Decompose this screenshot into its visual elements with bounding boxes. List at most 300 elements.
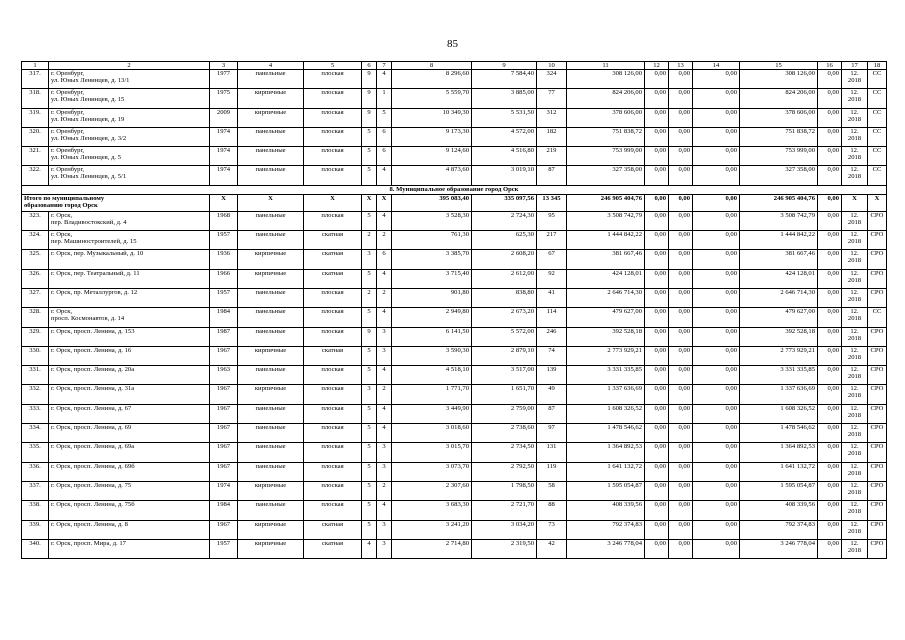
table-cell: 336. [22,462,49,481]
column-number-cell: 18 [868,62,887,70]
table-cell: 319. [22,108,49,127]
table-cell: 1 595 054,87 [567,481,645,500]
table-cell: 0,00 [645,443,669,462]
table-cell: 0,00 [818,89,842,108]
table-cell: 1957 [210,288,238,307]
table-cell: панельные [238,327,304,346]
table-cell: 0,00 [693,308,740,327]
table-cell: 2 [377,231,392,250]
table-cell: СРО [868,327,887,346]
address-cell: г. Орск, пер. Театральный, д. 11 [49,269,210,288]
address-cell: г. Орск, просп. Ленина, д. 69б [49,462,210,481]
table-cell: 2 759,00 [472,404,537,423]
table-cell: 2 714,80 [392,539,472,558]
table-cell: 0,00 [645,539,669,558]
table-cell: 0,00 [818,231,842,250]
section-title-row [22,185,887,194]
total-cell: Х [377,194,392,211]
table-cell: 41 [537,288,567,307]
table-cell: 5 [362,404,377,423]
table-cell: 824 206,00 [567,89,645,108]
table-cell: 408 339,56 [567,501,645,520]
table-cell: 1967 [210,404,238,423]
table-cell: 0,00 [693,108,740,127]
table-row [22,404,887,423]
table-cell: 3 246 778,04 [740,539,818,558]
table-cell: 87 [537,166,567,185]
table-cell: 4 518,10 [392,366,472,385]
column-number-row [22,62,887,70]
table-cell: 3 [362,385,377,404]
table-cell: 0,00 [693,481,740,500]
table-cell: 0,00 [818,327,842,346]
total-cell: 0,00 [818,194,842,211]
table-cell: 4 516,80 [472,147,537,166]
table-cell: СРО [868,231,887,250]
table-cell: 0,00 [693,127,740,146]
table-cell: 3 [362,250,377,269]
table-cell: 1974 [210,166,238,185]
table-cell: кирпичные [238,385,304,404]
table-cell: 5 [362,366,377,385]
table-cell: 1963 [210,366,238,385]
table-cell: 308 126,00 [567,70,645,89]
table-cell: 4 [377,501,392,520]
table-cell: 1984 [210,501,238,520]
table-cell: 0,00 [818,211,842,230]
table-cell: 3 528,30 [392,211,472,230]
table-cell: 0,00 [669,250,693,269]
table-cell: 1967 [210,443,238,462]
table-row [22,166,887,185]
table-cell: панельные [238,231,304,250]
table-cell: 3 [377,539,392,558]
table-cell: 3 [377,327,392,346]
address-cell: г. Орск, пер. Владивостокский, д. 4 [49,211,210,230]
table-cell: 0,00 [818,127,842,146]
table-cell: СРО [868,269,887,288]
table-cell: 317. [22,70,49,89]
table-cell: 87 [537,404,567,423]
table-cell: 1974 [210,481,238,500]
table-cell: плоская [304,404,362,423]
table-cell: 0,00 [669,481,693,500]
table-cell: 2 [362,288,377,307]
table-cell: 1 608 326,52 [740,404,818,423]
table-cell: плоская [304,327,362,346]
column-number-cell: 7 [377,62,392,70]
table-cell: 3 449,90 [392,404,472,423]
table-cell: кирпичные [238,108,304,127]
table-cell: плоская [304,147,362,166]
table-cell: 332. [22,385,49,404]
total-cell: Х [238,194,304,211]
table-row [22,231,887,250]
table-cell: 339. [22,520,49,539]
table-cell: 378 606,00 [740,108,818,127]
table-cell: 2 673,20 [472,308,537,327]
address-cell: г. Орск, пер. Машиностроителей, д. 15 [49,231,210,250]
table-cell: 838,80 [472,288,537,307]
table-cell: 74 [537,346,567,365]
table-cell: 0,00 [693,520,740,539]
table-cell: СС [868,308,887,327]
table-row [22,385,887,404]
table-cell: 0,00 [818,250,842,269]
table-cell: 0,00 [645,147,669,166]
table-cell: 3 246 778,04 [567,539,645,558]
table-cell: 1 444 842,22 [740,231,818,250]
table-cell: СРО [868,539,887,558]
table-cell: 12. 2018 [842,424,868,443]
table-cell: 49 [537,385,567,404]
table-cell: 0,00 [693,250,740,269]
table-cell: 246 [537,327,567,346]
table-cell: 1 337 636,69 [740,385,818,404]
column-number-cell: 13 [669,62,693,70]
table-cell: 1 478 546,62 [740,424,818,443]
table-cell: 0,00 [818,166,842,185]
table-cell: 5 [362,501,377,520]
total-cell: 395 083,40 [392,194,472,211]
table-cell: 0,00 [645,385,669,404]
table-cell: 1966 [210,269,238,288]
table-cell: 334. [22,424,49,443]
table-cell: 381 667,46 [740,250,818,269]
table-cell: 2 319,50 [472,539,537,558]
table-cell: 0,00 [669,404,693,423]
table-cell: 0,00 [669,127,693,146]
table-cell: 0,00 [645,250,669,269]
column-number-cell: 11 [567,62,645,70]
table-cell: СС [868,127,887,146]
table-cell: 0,00 [645,462,669,481]
table-row [22,520,887,539]
table-cell: 1984 [210,308,238,327]
table-cell: 12. 2018 [842,385,868,404]
table-cell: плоская [304,501,362,520]
table-cell: 12. 2018 [842,147,868,166]
table-cell: 323. [22,211,49,230]
table-cell: 119 [537,462,567,481]
table-cell: панельные [238,70,304,89]
table-cell: плоская [304,108,362,127]
table-row [22,250,887,269]
table-cell: 0,00 [693,70,740,89]
table-cell: 2 792,50 [472,462,537,481]
table-cell: 0,00 [669,462,693,481]
table-cell: скатная [304,250,362,269]
total-cell: 246 905 404,76 [740,194,818,211]
address-cell: г. Орск, просп. Ленина, д. 67 [49,404,210,423]
table-cell: 5 [362,443,377,462]
table-cell: 2 721,70 [472,501,537,520]
table-cell: 0,00 [693,231,740,250]
table-cell: 0,00 [818,501,842,520]
table-cell: 1968 [210,211,238,230]
table-cell: 0,00 [693,501,740,520]
table-cell: плоская [304,308,362,327]
table-cell: 327. [22,288,49,307]
table-cell: 3 034,20 [472,520,537,539]
table-cell: 0,00 [693,269,740,288]
table-cell: 378 606,00 [567,108,645,127]
table-cell: 0,00 [645,501,669,520]
address-cell: г. Оренбург, ул. Юных Ленинцев, д. 19 [49,108,210,127]
table-cell: 3 [377,520,392,539]
column-number-cell: 3 [210,62,238,70]
table-cell: 9 [362,108,377,127]
table-cell: панельные [238,366,304,385]
table-cell: 901,80 [392,288,472,307]
table-cell: 0,00 [645,424,669,443]
address-cell: г. Оренбург, ул. Юных Ленинцев, д. 5/1 [49,166,210,185]
table-cell: 5 [362,269,377,288]
table-cell: 3 [377,443,392,462]
table-cell: 338. [22,501,49,520]
table-cell: 2009 [210,108,238,127]
total-cell: Х [842,194,868,211]
table-cell: 7 584,40 [472,70,537,89]
table-cell: 325. [22,250,49,269]
address-cell: г. Оренбург, ул. Юных Ленинцев, д. 13/1 [49,70,210,89]
table-cell: 0,00 [693,288,740,307]
column-number-cell: 6 [362,62,377,70]
table-row [22,366,887,385]
column-number-cell: 8 [392,62,472,70]
table-cell: 331. [22,366,49,385]
table-cell: 12. 2018 [842,211,868,230]
column-number-cell: 16 [818,62,842,70]
table-cell: 2 646 714,30 [567,288,645,307]
table-cell: 4 [377,424,392,443]
table-cell: 12. 2018 [842,327,868,346]
table-row [22,211,887,230]
table-cell: 4 873,60 [392,166,472,185]
table-cell: 308 126,00 [740,70,818,89]
total-cell: 0,00 [669,194,693,211]
table-cell: 3 [377,346,392,365]
table-cell: 0,00 [645,346,669,365]
total-cell: 246 905 404,76 [567,194,645,211]
table-cell: 73 [537,520,567,539]
table-cell: 9 [362,327,377,346]
table-row [22,462,887,481]
table-cell: 12. 2018 [842,231,868,250]
table-row [22,346,887,365]
table-cell: 1967 [210,385,238,404]
table-cell: 0,00 [693,147,740,166]
table-cell: 114 [537,308,567,327]
table-cell: панельные [238,308,304,327]
table-cell: 2 773 929,21 [740,346,818,365]
table-cell: СРО [868,366,887,385]
table-cell: СРО [868,520,887,539]
table-cell: 12. 2018 [842,166,868,185]
table-cell: 0,00 [693,89,740,108]
table-cell: 1 798,50 [472,481,537,500]
table-cell: плоская [304,443,362,462]
table-cell: 0,00 [818,481,842,500]
table-cell: СС [868,108,887,127]
table-cell: 1974 [210,127,238,146]
table-cell: 1957 [210,539,238,558]
table-cell: 0,00 [669,366,693,385]
table-cell: 1 641 132,72 [740,462,818,481]
table-cell: СРО [868,443,887,462]
table-cell: 0,00 [645,231,669,250]
table-cell: 3 331 335,85 [567,366,645,385]
column-number-cell: 12 [645,62,669,70]
table-cell: кирпичные [238,520,304,539]
table-cell: 2 949,80 [392,308,472,327]
table-cell: панельные [238,127,304,146]
table-row [22,501,887,520]
table-row [22,308,887,327]
table-cell: 12. 2018 [842,366,868,385]
table-cell: кирпичные [238,89,304,108]
table-cell: 1987 [210,327,238,346]
table-cell: 2 646 714,30 [740,288,818,307]
table-cell: СРО [868,250,887,269]
table-cell: плоская [304,366,362,385]
table-cell: 12. 2018 [842,443,868,462]
section-title: 8. Муниципальное образование город Орск [22,185,887,194]
table-cell: 0,00 [818,108,842,127]
table-cell: 12. 2018 [842,539,868,558]
table-cell: 2 [362,231,377,250]
table-cell: 5 [362,346,377,365]
table-cell: 12. 2018 [842,520,868,539]
address-cell: г. Орск, просп. Ленина, д. 75 [49,481,210,500]
table-cell: 0,00 [818,539,842,558]
table-cell: плоская [304,166,362,185]
table-cell: 2 738,60 [472,424,537,443]
table-cell: 1 608 326,52 [567,404,645,423]
table-cell: 2 [377,481,392,500]
table-cell: 219 [537,147,567,166]
table-cell: скатная [304,539,362,558]
total-cell: Х [304,194,362,211]
table-cell: 42 [537,539,567,558]
table-cell: панельные [238,404,304,423]
table-row [22,327,887,346]
table-cell: 0,00 [645,211,669,230]
table-cell: 2 608,20 [472,250,537,269]
table-cell: 5 [362,166,377,185]
table-cell: 0,00 [645,127,669,146]
table-cell: 824 206,00 [740,89,818,108]
table-cell: 0,00 [818,385,842,404]
table-cell: 479 627,00 [740,308,818,327]
table-cell: 3 241,20 [392,520,472,539]
table-cell: 95 [537,211,567,230]
table-cell: 0,00 [818,269,842,288]
table-row [22,108,887,127]
table-cell: панельные [238,424,304,443]
column-number-cell: 14 [693,62,740,70]
table-cell: 0,00 [669,308,693,327]
table-cell: кирпичные [238,269,304,288]
table-cell: 0,00 [645,70,669,89]
table-cell: 2 [377,385,392,404]
table-cell: плоская [304,70,362,89]
table-cell: 0,00 [693,166,740,185]
table-cell: плоская [304,424,362,443]
table-cell: 0,00 [645,166,669,185]
table-cell: 0,00 [669,443,693,462]
table-cell: 9 124,60 [392,147,472,166]
table-cell: 0,00 [693,424,740,443]
address-cell: г. Орск, просп. Ленина, д. 69а [49,443,210,462]
table-cell: СРО [868,462,887,481]
table-cell: 321. [22,147,49,166]
table-cell: скатная [304,346,362,365]
table-cell: 1 651,70 [472,385,537,404]
table-cell: 67 [537,250,567,269]
table-cell: 12. 2018 [842,404,868,423]
table-cell: 1977 [210,70,238,89]
table-cell: 792 374,83 [567,520,645,539]
table-cell: 6 [377,127,392,146]
table-cell: скатная [304,269,362,288]
table-cell: 131 [537,443,567,462]
table-cell: 0,00 [645,308,669,327]
table-cell: 0,00 [693,443,740,462]
table-cell: 5 559,70 [392,89,472,108]
table-cell: панельные [238,501,304,520]
table-cell: 0,00 [693,539,740,558]
table-cell: 0,00 [818,308,842,327]
table-cell: 4 [377,166,392,185]
table-cell: 0,00 [693,327,740,346]
column-number-cell: 9 [472,62,537,70]
table-cell: 5 [362,424,377,443]
table-cell: кирпичные [238,346,304,365]
table-row [22,269,887,288]
column-number-cell: 15 [740,62,818,70]
table-cell: плоская [304,127,362,146]
table-cell: 5 [362,147,377,166]
table-cell: 0,00 [818,443,842,462]
table-cell: 3 715,40 [392,269,472,288]
table-cell: 3 508 742,79 [567,211,645,230]
table-cell: панельные [238,288,304,307]
table-cell: 479 627,00 [567,308,645,327]
table-cell: 0,00 [818,424,842,443]
table-cell: 328. [22,308,49,327]
table-cell: 318. [22,89,49,108]
table-cell: 8 296,60 [392,70,472,89]
address-cell: г. Орск, просп. Мира, д. 17 [49,539,210,558]
table-cell: 1 364 892,53 [740,443,818,462]
table-cell: 0,00 [669,269,693,288]
table-cell: СРО [868,501,887,520]
table-cell: 0,00 [818,462,842,481]
table-cell: 3 018,60 [392,424,472,443]
table-cell: 12. 2018 [842,288,868,307]
table-cell: 3 331 335,85 [740,366,818,385]
table-cell: 424 128,01 [567,269,645,288]
address-cell: г. Орск, просп. Ленина, д. 31а [49,385,210,404]
table-cell: 324 [537,70,567,89]
table-cell: 2 612,00 [472,269,537,288]
column-number-cell: 10 [537,62,567,70]
total-cell: Х [868,194,887,211]
table-cell: 392 528,18 [567,327,645,346]
table-cell: 0,00 [818,404,842,423]
table-cell: 182 [537,127,567,146]
